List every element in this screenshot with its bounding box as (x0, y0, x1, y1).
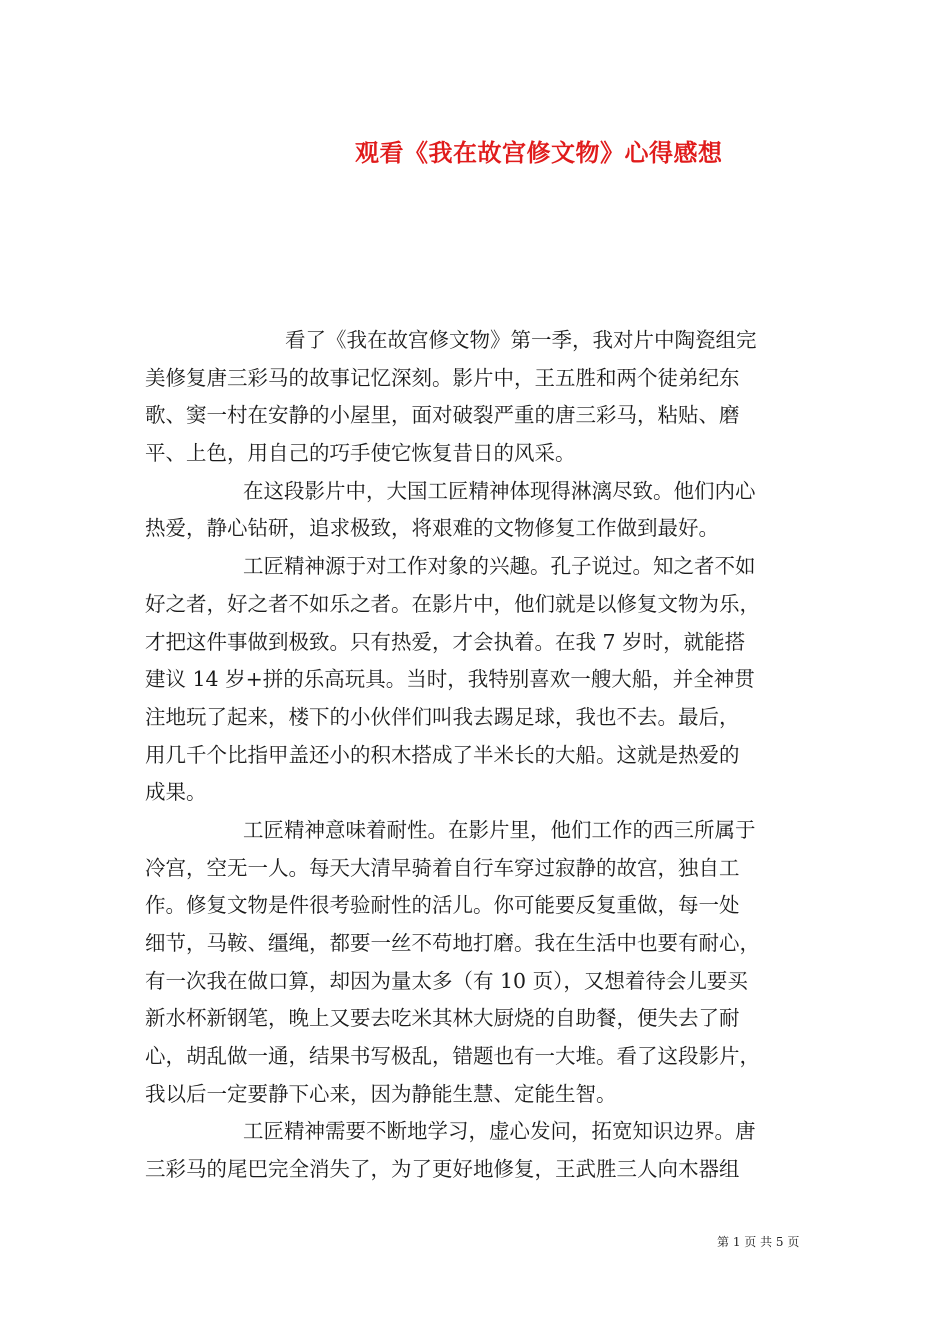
text-line: 工匠精神需要不断地学习，虚心发问，拓宽知识边界。唐 (243, 1119, 756, 1144)
text-line: 成果。 (145, 780, 207, 805)
text-line: 在这段影片中，大国工匠精神体现得淋漓尽致。他们内心 (243, 478, 756, 503)
text-line: 歌、窦一村在安静的小屋里，面对破裂严重的唐三彩马，粘贴、磨 (145, 403, 740, 428)
text-line: 平、上色，用自己的巧手使它恢复昔日的风采。 (145, 441, 576, 466)
text-line: 我以后一定要静下心来，因为静能生慧、定能生智。 (145, 1081, 617, 1106)
text-line: 新水杯新钢笔，晚上又要去吃米其林大厨烧的自助餐，便失去了耐 (145, 1006, 740, 1031)
text-line: 冷宫，空无一人。每天大清早骑着自行车穿过寂静的故宫，独自工 (145, 855, 740, 880)
text-line: 好之者，好之者不如乐之者。在影片中，他们就是以修复文物为乐， (145, 591, 760, 616)
text-line: 热爱，静心钻研，追求极致，将艰难的文物修复工作做到最好。 (145, 516, 719, 541)
text-line: 建议 14 岁+拼的乐高玩具。当时，我特别喜欢一艘大船，并全神贯 (145, 667, 755, 692)
text-line: 细节，马鞍、缰绳，都要一丝不苟地打磨。我在生活中也要有耐心， (145, 931, 760, 955)
text-line: 有一次我在做口算，却因为量太多（有 10 页），又想着待会儿要买 (145, 968, 748, 993)
text-line: 注地玩了起来，楼下的小伙伴们叫我去踢足球，我也不去。最后， (145, 704, 740, 729)
text-line: 看了《我在故宫修文物》第一季，我对片中陶瓷组完 (285, 328, 757, 352)
text-line: 用几千个比指甲盖还小的积木搭成了半米长的大船。这就是热爱的 (145, 742, 740, 767)
text-line: 工匠精神源于对工作对象的兴趣。孔子说过。知之者不如 (243, 554, 756, 579)
text-line: 作。修复文物是件很考验耐性的活儿。你可能要反复重做，每一处 (145, 893, 740, 918)
text-line: 才把这件事做到极致。只有热爱，才会执着。在我 7 岁时，就能搭 (145, 629, 746, 654)
text-line: 三彩马的尾巴完全消失了，为了更好地修复，王武胜三人向木器组 (145, 1157, 740, 1182)
body-text (145, 322, 810, 1189)
text-line: 美修复唐三彩马的故事记忆深刻。影片中，王五胜和两个徒弟纪东 (145, 365, 740, 390)
page-title: 观看《我在故宫修文物》心得感想 (355, 138, 723, 167)
text-line: 心，胡乱做一通，结果书写极乱，错题也有一大堆。看了这段影片， (145, 1044, 760, 1069)
text-line: 工匠精神意味着耐性。在影片里，他们工作的西三所属于 (243, 817, 756, 842)
page-footer: 第 1 页 共 5 页 (717, 1235, 800, 1249)
